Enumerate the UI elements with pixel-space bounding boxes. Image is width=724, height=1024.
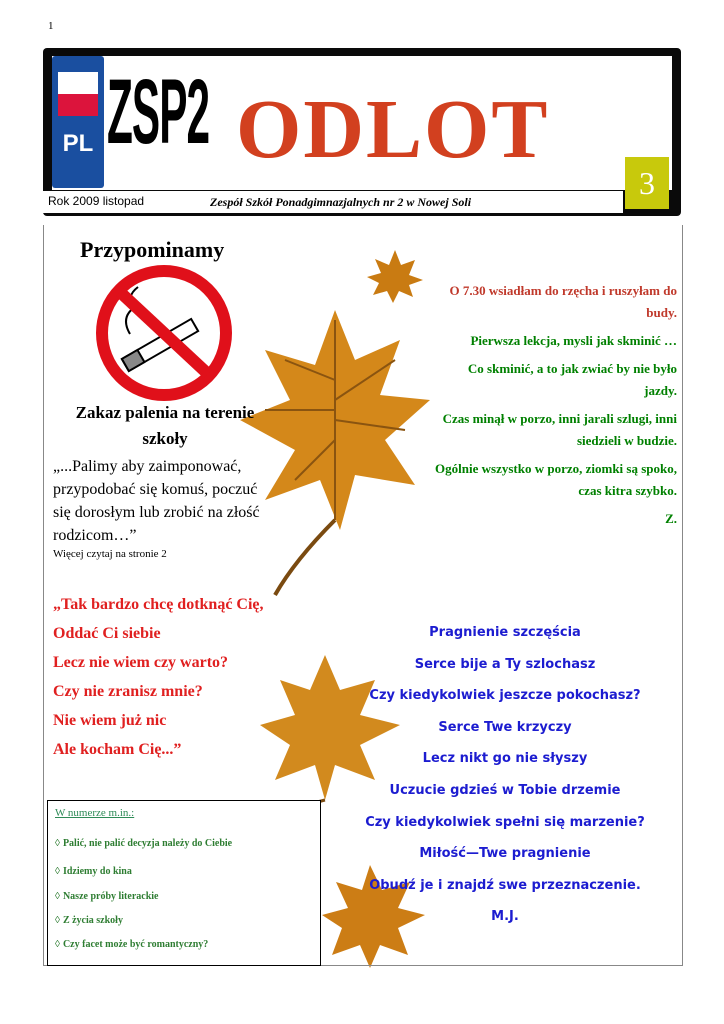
toc-item[interactable]: [55, 891, 159, 902]
toc-item-label: Palić, nie palić decyzja należy do Ciebie: [62, 838, 233, 849]
reminder-heading: Przypominamy: [80, 237, 225, 262]
toc-item[interactable]: [55, 939, 208, 950]
quote-line: rodzicom…”: [53, 527, 137, 544]
polish-flag-icon: [58, 72, 98, 116]
toc-item-label: Z życia szkoły: [62, 915, 123, 926]
poem-line: Nie wiem już nic: [53, 712, 167, 729]
school-logo: ZSP2: [107, 61, 210, 163]
toc-item[interactable]: [55, 866, 132, 877]
ban-title: [55, 400, 275, 452]
poem-line: Uczucie gdzieś w Tobie drzemie: [389, 782, 621, 798]
ban-title-line1: Zakaz palenia na terenie: [75, 403, 255, 422]
story-signature: Z.: [665, 511, 677, 526]
poem-line: Czy kiedykolwiek spełni się marzenie?: [365, 814, 645, 830]
toc-bullet: ◊: [55, 866, 60, 877]
story-paragraph: Co skminić, a to jak zwiać by nie było jazdy.: [467, 361, 677, 398]
no-smoking-icon: [80, 262, 248, 404]
poem-right: [330, 617, 680, 933]
story-paragraph: Ogólnie wszystko w porzo, ziomki są spoko, czas kitra szybko.: [435, 461, 677, 498]
school-name: Zespół Szkół Ponadgimnazjalnych nr 2 w Nowej Soli: [210, 195, 472, 209]
poem-line: Pragnienie szczęścia: [429, 625, 581, 640]
quote-line: się dorosłym lub zrobić na złość: [53, 504, 260, 521]
toc-bullet: ◊: [55, 891, 60, 902]
quote-line: „...Palimy aby zaimponować,: [53, 458, 242, 475]
poem-signature: M.J.: [491, 909, 519, 925]
issue-number: 3: [625, 157, 669, 209]
poem-line: Serce bije a Ty szlochasz: [414, 656, 596, 672]
ban-quote: [53, 455, 273, 547]
toc-item-label: Idziemy do kina: [62, 866, 132, 877]
poem-line: Ale kocham Cię...”: [53, 741, 182, 758]
poem-line: Czy kiedykolwiek jeszcze pokochasz?: [369, 688, 641, 704]
toc-bullet: ◊: [55, 915, 60, 926]
newspaper-title: ODLOT: [236, 83, 550, 176]
issue-date: Rok 2009 listopad: [48, 194, 145, 208]
poem-line: Oddać Ci siebie: [53, 625, 161, 642]
story-paragraph: O 7.30 wsiadłam do rzęcha i ruszyłam do budy.: [449, 283, 677, 320]
story-paragraph: Pierwsza lekcja, mysli jak skminić …: [470, 333, 677, 348]
page-number: 1: [48, 20, 54, 32]
poem-line: „Tak bardzo chcę dotknąć Cię,: [53, 596, 264, 613]
poem-line: Obudź je i znajdź swe przeznaczenie.: [369, 877, 641, 893]
plate-code: PL: [62, 130, 94, 157]
toc-item-label: Czy facet może być romantyczny?: [62, 939, 209, 950]
story-column: [435, 280, 677, 530]
poem-line: Lecz nikt go nie słyszy: [422, 751, 588, 767]
toc-bullet: ◊: [55, 939, 60, 950]
toc-bullet: ◊: [55, 838, 60, 849]
read-more-note: Więcej czytaj na stronie 2: [53, 548, 167, 560]
poem-line: Miłość—Twe pragnienie: [419, 846, 591, 862]
poem-line: Czy nie zranisz mnie?: [53, 683, 203, 700]
story-paragraph: Czas minął w porzo, inni jarali szlugi, inni siedzieli w budzie.: [442, 411, 677, 448]
toc-item[interactable]: [55, 915, 123, 926]
poem-line: Lecz nie wiem czy warto?: [53, 654, 229, 671]
poem-line: Serce Twe krzyczy: [438, 719, 572, 735]
ban-title-line2: szkoły: [142, 429, 188, 448]
poem-left: [53, 590, 293, 764]
toc-item-label: Nasze próby literackie: [62, 891, 159, 902]
toc-heading: W numerze m.in.:: [55, 807, 135, 819]
toc-item[interactable]: [55, 838, 232, 849]
quote-line: przypodobać się komuś, poczuć: [53, 481, 258, 498]
